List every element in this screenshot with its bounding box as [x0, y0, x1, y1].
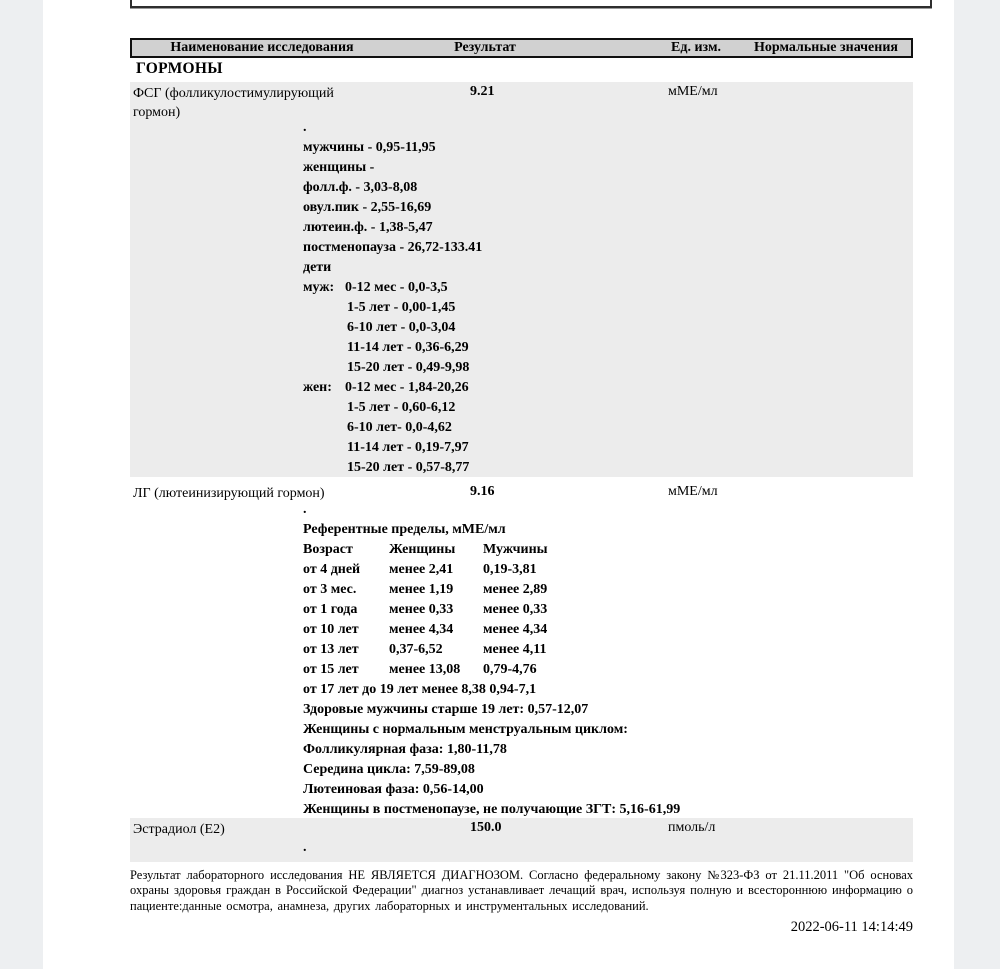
reference-line: 1-5 лет - 0,00-1,45: [347, 300, 456, 315]
male-group-label: муж:: [303, 280, 335, 295]
ref-cell: от 4 дней: [303, 562, 361, 577]
reference-line: овул.пик - 2,55-16,69: [303, 200, 432, 215]
ref-cell: менее 4,34: [483, 622, 548, 637]
ref-cell: от 3 мес.: [303, 582, 357, 597]
reference-line: Лютеиновая фаза: 0,56-14,00: [303, 782, 484, 797]
reference-table-row: [303, 660, 680, 680]
ref-cell: менее 2,89: [483, 582, 548, 597]
ref-cell: менее 4,34: [389, 622, 454, 637]
test-row-lh: [130, 478, 913, 818]
lh-test-name: ЛГ (лютеинизирующий гормон): [133, 486, 325, 501]
estradiol-units: пмоль/л: [668, 820, 716, 835]
reference-line-male-first: [303, 278, 482, 298]
ref-col-men: Мужчины: [483, 542, 548, 557]
ref-cell: менее 2,41: [389, 562, 454, 577]
lh-reference-ranges: [303, 500, 680, 820]
test-row-estradiol: [130, 818, 913, 862]
reference-line: 6-10 лет- 0,0-4,62: [347, 420, 452, 435]
reference-dot: .: [303, 840, 307, 855]
ref-cell: менее 1,19: [389, 582, 454, 597]
test-row-fsh: [130, 82, 913, 477]
reference-line: 0-12 мес - 1,84-20,26: [345, 380, 469, 395]
reference-table-row: [303, 580, 680, 600]
fsh-result-value: 9.21: [470, 84, 495, 99]
lh-units: мМЕ/мл: [668, 484, 718, 499]
reference-line: 11-14 лет - 0,19-7,97: [347, 440, 469, 455]
right-page-margin: [954, 0, 1000, 969]
fsh-test-name: ФСГ (фолликулостимулирующий гормон): [133, 86, 334, 120]
estradiol-result-value: 150.0: [470, 820, 502, 835]
fsh-reference-ranges: [303, 118, 482, 478]
reference-line: фолл.ф. - 3,03-8,08: [303, 180, 418, 195]
reference-table-row: [303, 620, 680, 640]
ref-cell: 0,19-3,81: [483, 562, 537, 577]
section-title-hormones: ГОРМОНЫ: [136, 60, 223, 77]
reference-line: 6-10 лет - 0,0-3,04: [347, 320, 456, 335]
left-page-margin: [0, 0, 43, 969]
reference-title: Референтные пределы, мМЕ/мл: [303, 522, 506, 537]
column-header-result: Результат: [454, 40, 516, 55]
column-header-normal-values: Нормальные значения: [754, 40, 898, 55]
estradiol-test-name: Эстрадиол (E2): [133, 822, 225, 837]
legal-disclaimer-text: Результат лабораторного исследования НЕ ЯВЛЯЕТСЯ ДИАГНОЗОМ. Согласно федеральному закону №323-ФЗ от 21.11.2011 "Об основах охраны здоровья граждан в Российской Федерации" диагноз устанавливает лечащий врач, используя полную и всестороннюю информацию о пациенте:данные осмотра, анамнеза, других лабораторных и инструментальных исследований.: [130, 868, 913, 913]
reference-line: Фолликулярная фаза: 1,80-11,78: [303, 742, 507, 757]
reference-line: лютеин.ф. - 1,38-5,47: [303, 220, 433, 235]
ref-cell: от 13 лет: [303, 642, 359, 657]
fsh-units: мМЕ/мл: [668, 84, 718, 99]
ref-cell: менее 0,33: [483, 602, 548, 617]
lh-result-value: 9.16: [470, 484, 495, 499]
reference-line: 0-12 мес - 0,0-3,5: [345, 280, 448, 295]
ref-cell: менее 0,33: [389, 602, 454, 617]
reference-table-row: [303, 640, 680, 660]
ref-cell: менее 13,08: [389, 662, 461, 677]
reference-line: Середина цикла: 7,59-89,08: [303, 762, 475, 777]
female-group-label: жен:: [303, 380, 332, 395]
reference-line: 15-20 лет - 0,49-9,98: [347, 360, 470, 375]
ref-col-age: Возраст: [303, 542, 353, 557]
report-datetime: 2022-06-11 14:14:49: [790, 919, 913, 935]
column-header-units: Ед. изм.: [671, 40, 721, 55]
reference-line: от 17 лет до 19 лет менее 8,38 0,94-7,1: [303, 682, 537, 697]
ref-cell: от 1 года: [303, 602, 358, 617]
reference-line: постменопауза - 26,72-133.41: [303, 240, 483, 255]
reference-line: мужчины - 0,95-11,95: [303, 140, 436, 155]
reference-line: 11-14 лет - 0,36-6,29: [347, 340, 469, 355]
reference-line: Женщины в постменопаузе, не получающие ЗГТ: 5,16-61,99: [303, 802, 681, 817]
reference-line-female-first: [303, 378, 482, 398]
reference-line: 15-20 лет - 0,57-8,77: [347, 460, 470, 475]
table-header-row: [130, 38, 913, 58]
ref-col-women: Женщины: [389, 542, 456, 557]
reference-line: дети: [303, 260, 332, 275]
reference-table-row: [303, 560, 680, 580]
ref-cell: 0,37-6,52: [389, 642, 443, 657]
reference-table-header: [303, 540, 680, 560]
reference-line: женщины -: [303, 160, 375, 175]
ref-cell: менее 4,11: [483, 642, 547, 657]
reference-dot: .: [303, 502, 307, 517]
previous-block-border: [130, 0, 932, 8]
reference-table-row: [303, 600, 680, 620]
column-header-test-name: Наименование исследования: [170, 40, 354, 55]
reference-line: 1-5 лет - 0,60-6,12: [347, 400, 456, 415]
reference-dot: .: [303, 120, 307, 135]
reference-line: Здоровые мужчины старше 19 лет: 0,57-12,07: [303, 702, 589, 717]
ref-cell: от 15 лет: [303, 662, 359, 677]
ref-cell: от 10 лет: [303, 622, 359, 637]
reference-line: Женщины с нормальным менструальным циклом:: [303, 722, 628, 737]
ref-cell: 0,79-4,76: [483, 662, 537, 677]
